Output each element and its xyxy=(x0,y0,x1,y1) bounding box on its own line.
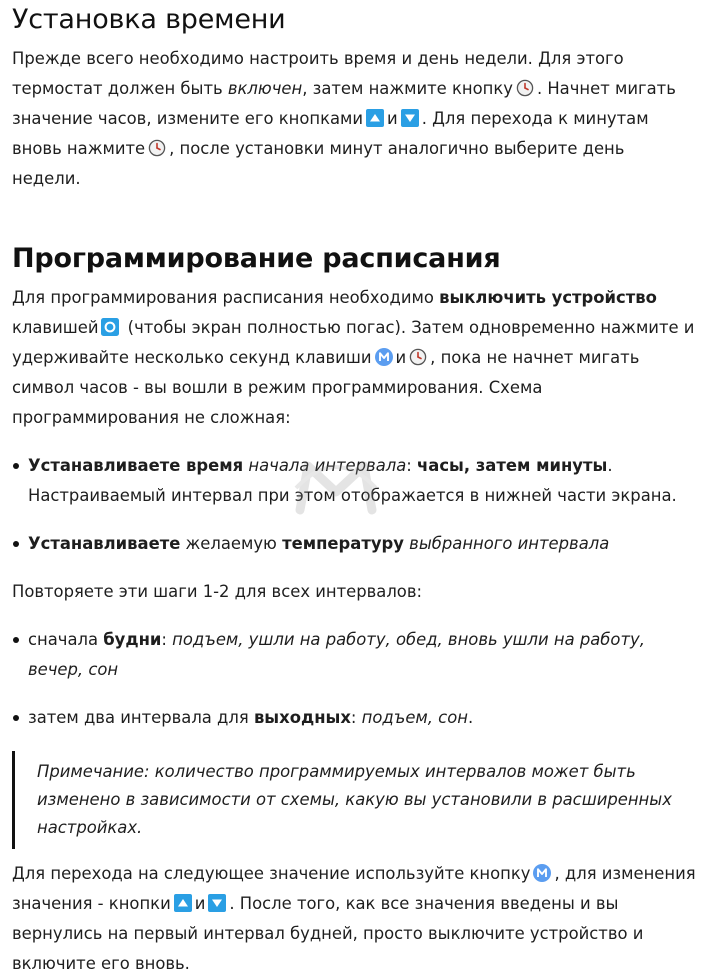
repeat-text: Повторяете эти шаги 1-2 для всех интервалов: xyxy=(12,582,423,601)
arrow-up-icon xyxy=(174,894,192,912)
power-icon xyxy=(101,318,119,336)
clock-icon xyxy=(148,139,166,157)
note-text: Примечание: количество программируемых интервалов может быть изменено в зависимости от схемы, какую вы установили в расширенных настройках. xyxy=(37,762,672,837)
clock-icon xyxy=(516,79,534,97)
list-item: Устанавливаете желаемую температуру выбранного интервала xyxy=(12,529,698,559)
programming-section xyxy=(12,239,698,979)
arrow-up-icon xyxy=(366,109,384,127)
arrow-down-icon xyxy=(208,894,226,912)
time-instructions: Прежде всего необходимо настроить время и день недели. Для этого термостат должен быть включен, затем нажмите кнопку . Начнет мигать значение часов, измените его кнопками и . Для перехода к минутам вновь нажмите , после установки минут аналогично выберите день недели. xyxy=(12,49,676,188)
programming-instructions: Для программирования расписания необходимо выключить устройство клавишей (чтобы экран полностью погас). Затем одновременно нажмите и удерживайте несколько секунд клавиши и , пока не начнет мигать символ часов - вы вошли в режим программирования. Схема программирования не сложная: xyxy=(12,288,695,427)
note-blockquote xyxy=(12,751,698,849)
clock-icon xyxy=(409,348,427,366)
m-button-icon xyxy=(533,864,551,882)
steps-list xyxy=(12,451,698,559)
list-item: Устанавливаете время начала интервала: часы, затем минуты. Настраиваемый интервал при этом отображается в нижней части экрана. xyxy=(12,451,698,511)
list-item: сначала будни: подъем, ушли на работу, обед, вновь ушли на работу, вечер, сон xyxy=(12,625,698,685)
intervals-list xyxy=(12,625,698,733)
section-title-time: Установка времени xyxy=(12,4,286,35)
final-instructions: Для перехода на следующее значение используйте кнопку , для изменения значения - кнопки и . После того, как все значения введены и вы вернулись на первый интервал будней, просто выключите устройство и включите его вновь. xyxy=(12,864,696,973)
m-button-icon xyxy=(375,348,393,366)
section-title-programming: Программирование расписания xyxy=(12,243,501,274)
list-item: затем два интервала для выходных: подъем, сон. xyxy=(12,703,698,733)
article xyxy=(12,0,698,979)
arrow-down-icon xyxy=(401,109,419,127)
